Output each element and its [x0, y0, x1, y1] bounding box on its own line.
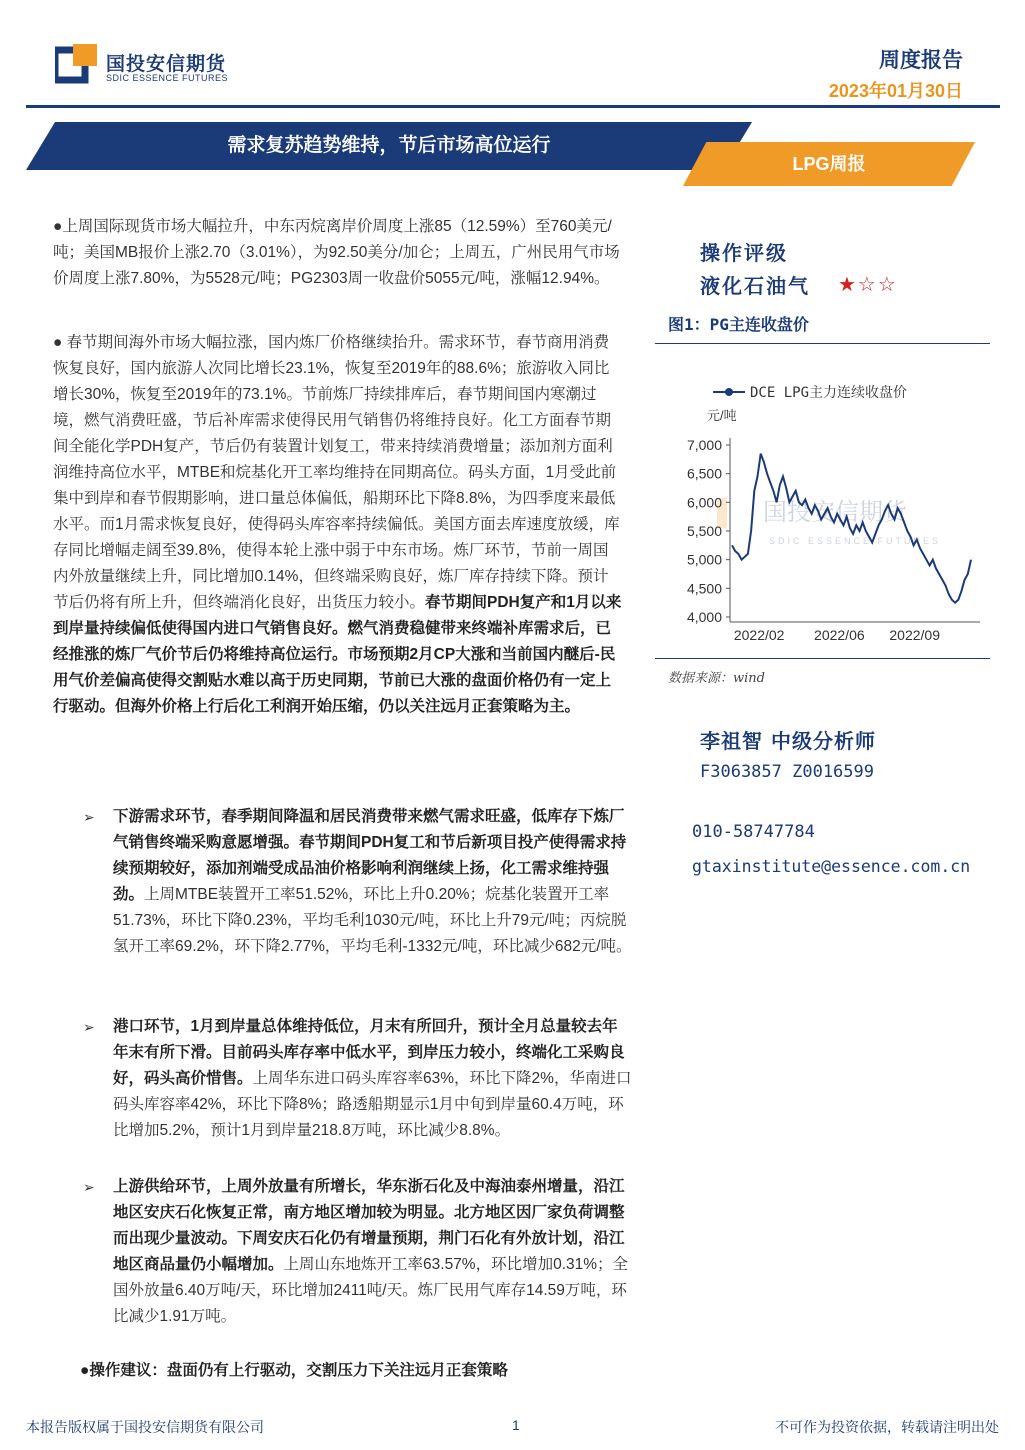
upstream-summary: 上游供给环节，上周外放量有所增长，华东浙石化及中海油泰州增量，沿江地区安庆石化恢复正常，南方地区增加较为明显。北方地区因厂家负荷调整而出现少量波动。下周安庆石化仍有增量预期，荆门石化有外放计划，沿江地区商品量仍小幅增加。: [113, 1178, 625, 1273]
rating-title: 操作评级: [700, 241, 788, 265]
price-line-chart: [655, 376, 990, 650]
watermark-cn: 国投安信期货: [763, 499, 907, 526]
bullet-upstream: [83, 1174, 633, 1330]
report-date: 2023年01月30日: [828, 81, 963, 101]
operation-suggestion-text: ●操作建议：盘面仍有上行驱动，交割压力下关注远月正套策略: [80, 1362, 508, 1379]
report-type: 周度报告: [879, 49, 963, 72]
arrow-icon: ➢: [83, 1179, 95, 1195]
y-axis-unit: 元/吨: [707, 408, 737, 423]
company-logo-icon: [55, 44, 99, 84]
bullet-port: [83, 1014, 633, 1144]
y-tick-label: 5,000: [686, 551, 722, 568]
upstream-detail: 上周山东地炼开工率63.57%，环比增加0.31%；全国外放量6.40万吨/天，环比增加2411吨/天。炼厂民用气库存14.59万吨，环比减少1.91万吨。: [113, 1256, 629, 1325]
bullet-downstream: [83, 804, 633, 960]
x-tick-label: 2022/02: [733, 627, 785, 643]
report-title: 需求复苏趋势维持，节后市场高位运行: [227, 135, 551, 156]
downstream-summary: 下游需求环节，春季期间降温和居民消费带来燃气需求旺盛，低库存下炼厂气销售终端采购意愿增强。春节期间PDH复工和节后新项目投产使得需求持续预期较好，添加剂端受成品油价格影响利润继续上扬，化工需求维持强劲。: [113, 808, 627, 903]
series-line: [732, 454, 971, 603]
port-summary: 港口环节，1月到岸量总体维持低位，月末有所回升，预计全月总量较去年年末有所下滑。目前码头库存率中低水平，到岸压力较小，终端化工采购良好，码头高价惜售。: [113, 1018, 625, 1087]
summary-paragraph: ●上周国际现货市场大幅拉升，中东丙烷离岸价周度上涨85（12.59%）至760美元/吨；美国MB报价上涨2.70（3.01%），为92.50美分/加仑；上周五，广州民用气市场价周度上涨7.80%，为5528元/吨；PG2303周一收盘价5055元/吨，涨幅12.94%。: [53, 218, 620, 287]
analyst-certificate: F3063857 Z0016599: [700, 762, 874, 782]
operation-suggestion: [80, 1358, 650, 1384]
legend-label: DCE LPG主力连续收盘价: [750, 385, 908, 401]
figure-divider-top: [655, 343, 990, 344]
x-tick-label: 2022/09: [889, 627, 940, 643]
y-tick-label: 6,500: [686, 465, 722, 482]
page-number: 1: [512, 1417, 520, 1433]
company-name: 国投安信期货: [106, 54, 227, 75]
y-tick-label: 7,000: [686, 437, 722, 453]
header-divider: [26, 105, 1000, 108]
company-name-en: SDIC ESSENCE FUTURES: [106, 73, 229, 83]
x-tick-label: 2022/06: [814, 627, 865, 643]
arrow-icon: ➢: [83, 1019, 95, 1035]
rating-product: 液化石油气: [700, 274, 810, 298]
footer-disclaimer: 不可作为投资依据，转载请注明出处: [775, 1419, 999, 1435]
y-tick-label: 6,000: [686, 494, 722, 511]
legend-marker: [725, 388, 733, 396]
report-category: LPG周报: [792, 154, 866, 174]
analysis-conclusion: 春节期间PDH复产和1月以来到岸量持续偏低使得国内进口气销售良好。燃气消费稳健带来终端补库需求后，已经推涨的炼厂气价节后仍将维持高位运行。市场预期2月CP大涨和当前国内醚后-民用气价差偏高使得交割贴水难以高于历史同期，节前已大涨的盘面价格仍有一定上行驱动。但海外价格上行后化工利润开始压缩，仍以关注远月正套策略为主。: [53, 594, 622, 715]
watermark-en: SDIC ESSENCE FUTURES: [769, 536, 942, 546]
rating-stars-icon: ★☆☆: [838, 274, 898, 296]
data-source: 数据来源：wind: [668, 671, 765, 686]
footer-copyright: 本报告版权属于国投安信期货有限公司: [26, 1419, 264, 1435]
contact-phone: 010-58747784: [692, 822, 815, 842]
port-detail: 上周华东进口码头库容率63%，环比下降2%，华南进口码头库容率42%，环比下降8%；路透船期显示1月中旬到岸量60.4万吨，环比增加5.2%，预计1月到岸量218.8万吨，环比减少8.8%。: [113, 1070, 632, 1139]
downstream-detail: 上周MTBE装置开工率51.52%，环比上升0.20%；烷基化装置开工率51.73%，环比下降0.23%，平均毛利1030元/吨，环比上升79元/吨；丙烷脱氢开工率69.2%，环下降2.77%，平均毛利-1332元/吨，环比减少682元/吨。: [113, 886, 632, 955]
y-tick-label: 4,000: [686, 609, 722, 625]
contact-email: gtaxinstitute@essence.com.cn: [692, 857, 971, 876]
figure-divider-bottom: [655, 658, 990, 659]
figure-caption: 图1：PG主连收盘价: [668, 315, 809, 334]
y-tick-label: 5,500: [686, 523, 722, 539]
analyst-name: 李祖智 中级分析师: [700, 729, 876, 753]
arrow-icon: ➢: [83, 809, 95, 825]
analysis-paragraph: [53, 330, 623, 720]
y-tick-label: 4,500: [686, 580, 722, 597]
analysis-text: ● 春节期间海外市场大幅拉涨，国内炼厂价格继续抬升。需求环节，春节商用消费恢复良好，国内旅游人次同比增长23.1%，恢复至2019年的88.6%；旅游收入同比增长30%，恢复至2019年的73.1%。节前炼厂持续排库后，春节期间国内寒潮过境，燃气消费旺盛，节后补库需求使得民用气销售仍将维持良好。化工方面春节期间全能化学PDH复产，节后仍有装置计划复工，带来持续消费增量；添加剂方面利润维持高位水平，MTBE和烷基化开工率均维持在同期高位。码头方面，1月受此前集中到岸和春节假期影响，进口量总体偏低，船期环比下降8.8%，为四季度来最低水平。而1月需求恢复良好，使得码头库容率持续偏低。美国方面去库速度放缓，库存同比增幅走阔至39.8%，使得本轮上涨中弱于中东市场。炼厂环节，节前一周国内外放量继续上升，同比增加0.14%，但终端采购良好，炼厂库存持续下降。预计节后仍将有所上升，但终端消化良好，出货压力较小。: [53, 334, 620, 611]
